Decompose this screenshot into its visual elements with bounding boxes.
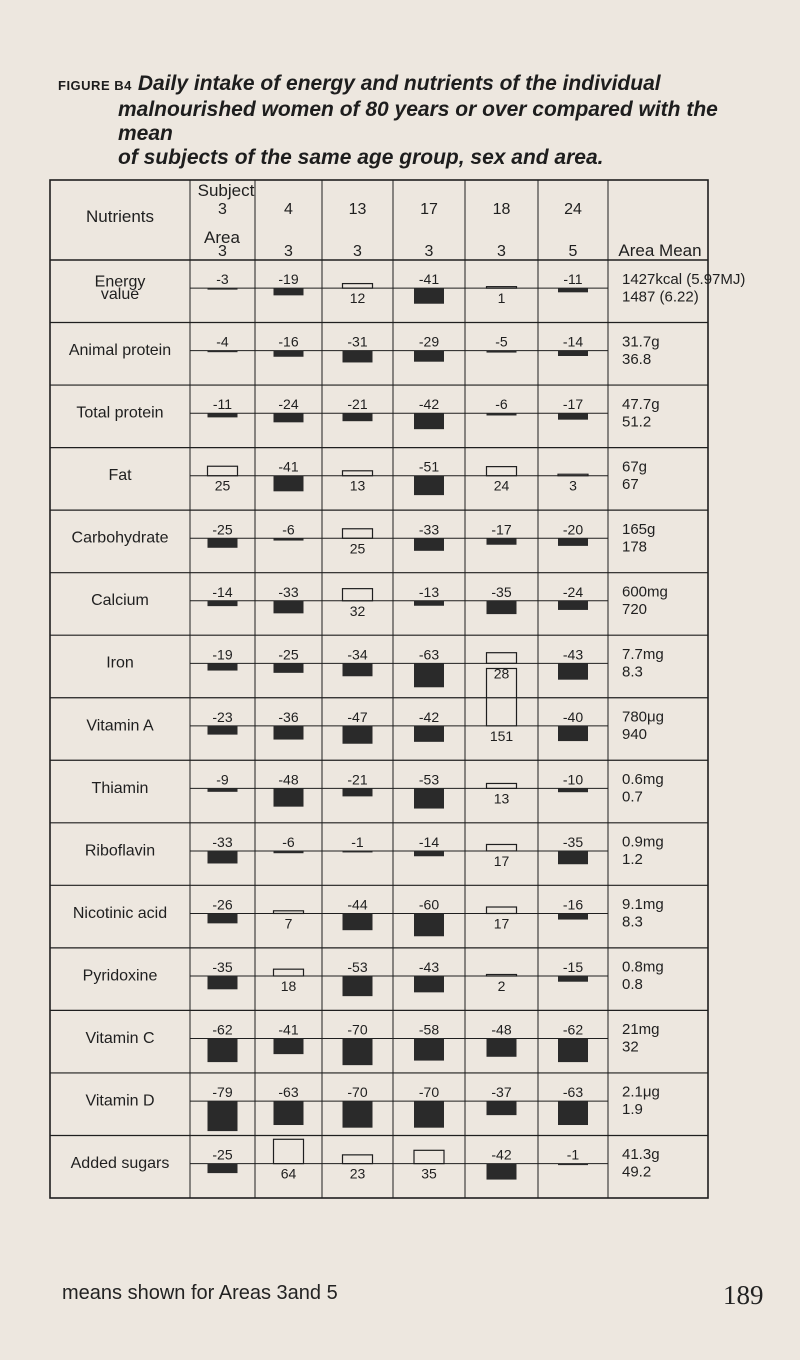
deviation-bar-negative — [487, 538, 517, 544]
deviation-bar-negative — [343, 413, 373, 421]
deviation-label: 25 — [349, 540, 366, 557]
title-line-2: malnourished women of 80 years or over compared with the mean — [118, 98, 718, 145]
deviation-bar-positive — [487, 844, 517, 850]
subject-number: 18 — [492, 201, 511, 218]
deviation-label: -1 — [351, 833, 364, 850]
deviation-label: -62 — [562, 1021, 584, 1038]
area5-mean-value: 1487 (6.22) — [622, 288, 699, 306]
area3-mean-value: 0.6mg — [622, 771, 664, 789]
deviation-bar-negative — [487, 1101, 517, 1115]
area5-mean-value: 720 — [622, 600, 648, 618]
deviation-label: -40 — [562, 708, 584, 725]
deviation-label: -62 — [212, 1021, 233, 1038]
deviation-label: 24 — [493, 477, 510, 494]
deviation-bar-negative — [274, 288, 304, 295]
nutrient-label: Vitamin A — [86, 717, 154, 735]
subject-number: 3 — [218, 201, 227, 218]
deviation-label: -4 — [216, 333, 229, 350]
deviation-bar-positive — [414, 1150, 444, 1163]
deviation-label: -79 — [212, 1084, 233, 1101]
nutrient-label: Thiamin — [91, 779, 149, 797]
deviation-label: 35 — [421, 1165, 437, 1182]
deviation-label: 3 — [569, 477, 577, 494]
deviation-bar-negative — [274, 413, 304, 422]
subject-number: 24 — [564, 201, 582, 218]
deviation-label: -51 — [418, 458, 440, 475]
deviation-bar-negative — [414, 288, 444, 304]
area5-mean-value: 36.8 — [622, 350, 652, 368]
deviation-bar-positive — [558, 474, 588, 476]
area3-mean-value: 21mg — [622, 1021, 660, 1039]
deviation-bar-negative — [208, 788, 238, 791]
deviation-label: -21 — [347, 771, 368, 788]
deviation-bar-negative — [208, 413, 238, 417]
nutrient-label: Animal protein — [68, 342, 172, 360]
area3-mean-value: 0.9mg — [622, 833, 664, 851]
deviation-label: -42 — [491, 1146, 512, 1163]
deviation-bar-positive — [343, 529, 373, 539]
deviation-bar-negative — [487, 1164, 517, 1180]
area3-mean-value: 9.1mg — [622, 896, 664, 914]
deviation-bar-positive — [208, 466, 238, 476]
deviation-bar-positive — [343, 1155, 373, 1164]
area-number: 3 — [284, 243, 293, 260]
deviation-bar-negative — [343, 663, 373, 676]
deviation-bar-negative — [274, 351, 304, 357]
area5-mean-value: 8.3 — [622, 663, 643, 681]
deviation-bar-negative — [414, 851, 444, 856]
deviation-label: -14 — [212, 583, 233, 600]
deviation-bar-negative — [414, 413, 444, 429]
deviation-bar-negative — [414, 351, 444, 362]
deviation-label: -11 — [212, 396, 233, 413]
deviation-label: -35 — [212, 959, 233, 976]
deviation-bar-positive — [487, 907, 517, 913]
deviation-bar-negative — [343, 788, 373, 796]
deviation-bar-negative — [274, 788, 304, 806]
deviation-bar-negative — [274, 601, 304, 614]
nutrient-label: Added sugars — [70, 1154, 170, 1172]
deviation-label: 2 — [497, 978, 506, 995]
deviation-bar-negative — [558, 351, 588, 356]
deviation-bar-negative — [558, 1101, 588, 1125]
deviation-bar-negative — [343, 726, 373, 744]
deviation-label: -53 — [347, 959, 368, 976]
deviation-bar-negative — [343, 1101, 373, 1128]
deviation-label: -33 — [278, 583, 299, 600]
figure-label: FIGURE B4 — [58, 78, 132, 93]
deviation-label: 151 — [489, 727, 514, 744]
area3-mean-value: 0.8mg — [622, 958, 664, 976]
nutrient-label: Iron — [106, 654, 134, 672]
area5-mean-value: 8.3 — [622, 913, 643, 931]
deviation-label: -21 — [347, 396, 368, 413]
deviation-label: -70 — [347, 1021, 368, 1038]
deviation-bar-negative — [414, 601, 444, 606]
deviation-label: -6 — [495, 396, 508, 413]
deviation-bar-negative — [487, 413, 517, 415]
deviation-bar-negative — [414, 476, 444, 495]
deviation-bar-negative — [558, 663, 588, 679]
deviation-bar-negative — [558, 413, 588, 419]
nutrient-label: Fat — [108, 467, 132, 485]
nutrient-label: Energy — [94, 273, 146, 291]
deviation-bar-negative — [558, 976, 588, 982]
deviation-bar-negative — [208, 976, 238, 989]
deviation-bar-negative — [414, 913, 444, 936]
deviation-label: -63 — [562, 1084, 584, 1101]
deviation-label: -19 — [212, 646, 233, 663]
deviation-bar-negative — [274, 476, 304, 492]
deviation-label: -41 — [418, 271, 440, 288]
deviation-bar-negative — [414, 726, 444, 742]
footnote: means shown for Areas 3and 5 — [62, 1282, 338, 1304]
deviation-label: -14 — [418, 833, 440, 850]
deviation-bar-negative — [208, 913, 238, 923]
deviation-bar-negative — [208, 1164, 238, 1174]
subject-number: 17 — [420, 201, 438, 218]
deviation-bar-negative — [274, 726, 304, 740]
deviation-bar-positive — [274, 969, 304, 976]
deviation-label: -60 — [418, 896, 440, 913]
deviation-label: -35 — [562, 833, 584, 850]
area3-mean-value: 780μg — [622, 708, 665, 726]
nutrients-header: Nutrients — [85, 207, 155, 226]
deviation-bar-negative — [414, 538, 444, 551]
deviation-bar-positive — [487, 653, 517, 664]
nutrient-label: Vitamin D — [85, 1092, 155, 1110]
deviation-bar-positive — [274, 1139, 304, 1163]
subject-number: 4 — [284, 201, 293, 218]
area-number: 5 — [568, 243, 578, 260]
deviation-label: -42 — [418, 708, 440, 725]
area5-mean-value: 67 — [622, 475, 639, 493]
deviation-bar-negative — [208, 538, 238, 548]
nutrient-label: Carbohydrate — [71, 529, 169, 547]
deviation-label: 17 — [493, 915, 510, 932]
deviation-bar-negative — [558, 288, 588, 292]
deviation-label: 17 — [493, 852, 510, 869]
deviation-bar-negative — [208, 851, 238, 864]
nutrient-label: Pyridoxine — [82, 967, 158, 985]
deviation-bar-negative — [343, 913, 373, 930]
deviation-label: -13 — [418, 583, 440, 600]
deviation-label: -25 — [212, 521, 233, 538]
deviation-label: -36 — [278, 708, 299, 725]
deviation-label: -24 — [278, 396, 299, 413]
deviation-bar-positive — [487, 975, 517, 977]
deviation-bar-positive — [487, 783, 517, 788]
deviation-bar-negative — [558, 538, 588, 546]
nutrient-label: Riboflavin — [84, 842, 156, 860]
deviation-bar-negative — [343, 1039, 373, 1066]
area-header: Area — [204, 228, 240, 247]
area5-mean-value: 51.2 — [622, 413, 652, 431]
area5-mean-value: 49.2 — [622, 1163, 652, 1181]
deviation-bar-negative — [208, 288, 238, 290]
area5-mean-value: 32 — [622, 1038, 639, 1056]
deviation-label: -58 — [418, 1021, 440, 1038]
deviation-label: -25 — [212, 1146, 233, 1163]
subject-header: Subject — [197, 181, 255, 200]
deviation-bar-negative — [274, 1039, 304, 1055]
deviation-bar-negative — [487, 1039, 517, 1057]
nutrient-label: Total protein — [76, 404, 164, 422]
deviation-label: 12 — [349, 290, 366, 307]
deviation-bar-negative — [414, 1101, 444, 1128]
deviation-bar-positive — [343, 284, 373, 289]
area-number: 3 — [424, 243, 434, 260]
area-mean-header: Area Mean — [618, 241, 702, 260]
deviation-label: -70 — [347, 1084, 368, 1101]
deviation-label: 32 — [349, 602, 366, 619]
deviation-bar-negative — [208, 1039, 238, 1063]
deviation-bar-negative — [414, 976, 444, 992]
deviation-label: -9 — [216, 771, 229, 788]
deviation-label: -17 — [491, 521, 512, 538]
deviation-bar-negative — [558, 1039, 588, 1063]
deviation-label: -33 — [418, 521, 440, 538]
deviation-label: -19 — [278, 271, 299, 288]
deviation-bar-negative — [208, 1101, 238, 1131]
deviation-bar-negative — [274, 663, 304, 673]
deviation-bar-negative — [558, 913, 588, 919]
deviation-label: -15 — [562, 959, 584, 976]
deviation-bar-negative — [414, 663, 444, 687]
area5-mean-value: 0.8 — [622, 976, 643, 994]
nutrient-label: value — [100, 285, 140, 303]
deviation-label: -63 — [278, 1084, 299, 1101]
deviation-label: -42 — [418, 396, 440, 413]
area-number: 3 — [218, 243, 227, 260]
deviation-label: -23 — [212, 708, 233, 725]
deviation-bar-negative — [343, 851, 373, 853]
deviation-label: -26 — [212, 896, 233, 913]
nutrient-label: Calcium — [91, 592, 149, 610]
deviation-label: -14 — [562, 333, 584, 350]
deviation-label: 23 — [349, 1165, 366, 1182]
deviation-label: -5 — [495, 333, 508, 350]
deviation-bar-negative — [487, 351, 517, 353]
area3-mean-value: 31.7g — [622, 333, 660, 351]
deviation-label: -48 — [491, 1021, 512, 1038]
deviation-label: -10 — [562, 771, 584, 788]
deviation-label: -47 — [347, 708, 368, 725]
deviation-label: 13 — [493, 790, 510, 807]
deviation-label: -20 — [562, 521, 584, 538]
deviation-bar-negative — [558, 851, 588, 864]
area5-mean-value: 940 — [622, 726, 648, 744]
area5-mean-value: 1.9 — [622, 1101, 643, 1119]
deviation-bar-negative — [487, 601, 517, 614]
area-number: 3 — [353, 243, 362, 260]
deviation-bar-positive — [487, 467, 517, 476]
deviation-label: -6 — [282, 833, 295, 850]
deviation-bar-negative — [274, 538, 304, 540]
subject-number: 13 — [348, 201, 367, 218]
deviation-label: -24 — [562, 583, 584, 600]
deviation-label: -43 — [562, 646, 584, 663]
area3-mean-value: 165g — [622, 520, 656, 538]
deviation-label: -33 — [212, 833, 233, 850]
deviation-label: -34 — [347, 646, 368, 663]
area5-mean-value: 0.7 — [622, 788, 643, 806]
area-number: 3 — [497, 243, 506, 260]
deviation-label: -25 — [278, 646, 299, 663]
deviation-label: -63 — [418, 646, 440, 663]
deviation-bar-negative — [558, 788, 588, 792]
deviation-bar-negative — [414, 788, 444, 808]
area5-mean-value: 178 — [622, 538, 648, 556]
deviation-bar-negative — [208, 601, 238, 606]
deviation-label: -16 — [278, 333, 299, 350]
deviation-label: -41 — [278, 1021, 299, 1038]
deviation-label: 64 — [280, 1165, 297, 1182]
area3-mean-value: 41.3g — [622, 1146, 660, 1164]
deviation-bar-negative — [274, 851, 304, 853]
deviation-bar-negative — [208, 663, 238, 670]
deviation-label: -35 — [491, 583, 512, 600]
deviation-label: 18 — [280, 978, 297, 995]
title-line-1: Daily intake of energy and nutrients of the individual — [137, 72, 661, 95]
deviation-bar-negative — [343, 976, 373, 996]
deviation-label: 7 — [284, 915, 293, 932]
area3-mean-value: 1427kcal (5.97MJ) — [622, 270, 746, 288]
deviation-label: -11 — [563, 271, 583, 288]
deviation-label: 1 — [497, 290, 506, 307]
deviation-label: -17 — [562, 396, 584, 413]
page-number: 189 — [723, 1280, 764, 1310]
deviation-bar-negative — [558, 1164, 588, 1166]
deviation-bar-positive — [274, 911, 304, 914]
area3-mean-value: 600mg — [622, 583, 668, 601]
deviation-label: 28 — [493, 665, 510, 682]
deviation-label: 25 — [214, 477, 231, 494]
deviation-bar-negative — [414, 1039, 444, 1061]
area3-mean-value: 67g — [622, 458, 648, 476]
deviation-label: -44 — [347, 896, 368, 913]
deviation-bar-negative — [274, 1101, 304, 1125]
deviation-label: -29 — [418, 333, 440, 350]
title-line-3: of subjects of the same age group, sex and area. — [118, 146, 604, 169]
deviation-label: -6 — [282, 521, 295, 538]
deviation-label: -43 — [418, 959, 440, 976]
deviation-label: -48 — [278, 771, 299, 788]
deviation-label: -31 — [347, 333, 368, 350]
deviation-bar-negative — [558, 726, 588, 741]
deviation-label: -16 — [562, 896, 584, 913]
deviation-bar-positive — [343, 589, 373, 601]
deviation-bar-positive — [487, 287, 517, 289]
deviation-label: -3 — [216, 271, 229, 288]
deviation-label: -37 — [491, 1084, 512, 1101]
deviation-label: -1 — [566, 1146, 580, 1163]
area3-mean-value: 7.7mg — [622, 645, 664, 663]
deviation-bar-negative — [208, 726, 238, 735]
deviation-bar-negative — [343, 351, 373, 363]
area3-mean-value: 2.1μg — [622, 1083, 660, 1101]
nutrient-label: Vitamin C — [85, 1029, 155, 1047]
area5-mean-value: 1.2 — [622, 851, 643, 869]
deviation-label: -53 — [418, 771, 440, 788]
deviation-label: 13 — [349, 477, 366, 494]
area3-mean-value: 47.7g — [622, 395, 660, 413]
nutrient-label: Nicotinic acid — [72, 904, 168, 922]
deviation-bar-negative — [208, 351, 238, 353]
deviation-label: -70 — [418, 1084, 440, 1101]
deviation-bar-negative — [558, 601, 588, 610]
deviation-label: -41 — [278, 458, 299, 475]
deviation-bar-positive — [343, 471, 373, 476]
